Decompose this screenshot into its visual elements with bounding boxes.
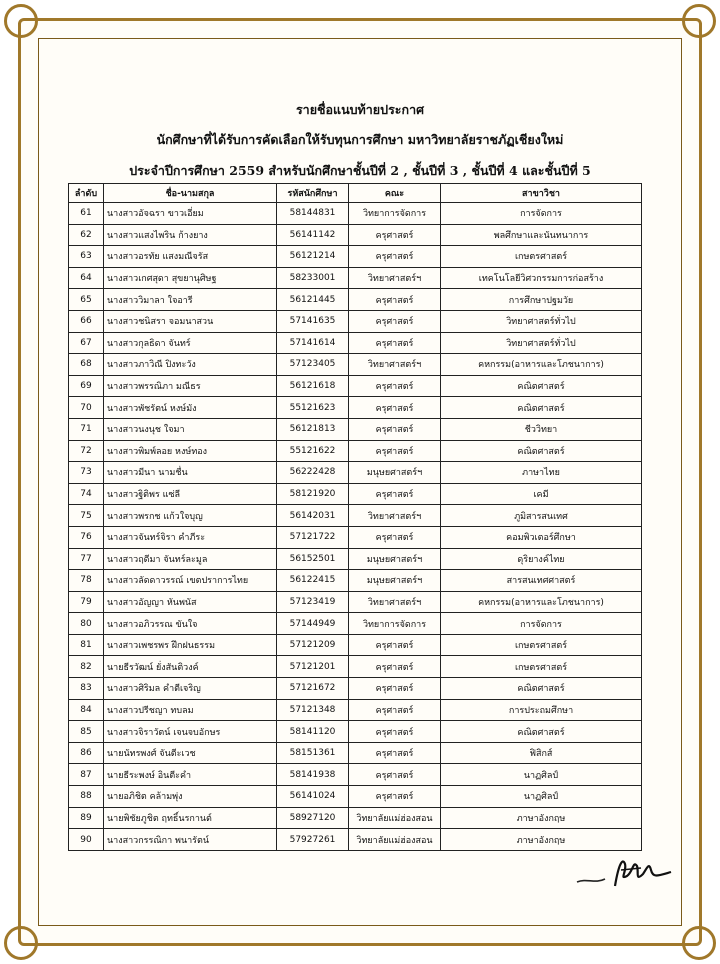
cell-major: เกษตรศาสตร์ (441, 634, 642, 656)
cell-name: นางสาวอัจฉรา ขาวเอี่ยม (104, 203, 277, 225)
cell-no: 81 (69, 634, 104, 656)
cell-no: 83 (69, 678, 104, 700)
cell-student-id: 56152501 (277, 548, 349, 570)
frame-corner-ornament (4, 926, 38, 960)
cell-major: การประถมศึกษา (441, 699, 642, 721)
table-row (69, 764, 642, 786)
cell-faculty: ครุศาสตร์ (349, 721, 441, 743)
cell-name: นางสาววิมาลา ใจอารี (104, 289, 277, 311)
cell-student-id: 57141635 (277, 310, 349, 332)
cell-major: การศึกษาปฐมวัย (441, 289, 642, 311)
cell-major: เกษตรศาสตร์ (441, 246, 642, 268)
cell-name: นางสาวปรีชญา ทบลม (104, 699, 277, 721)
cell-student-id: 57927261 (277, 829, 349, 851)
cell-no: 85 (69, 721, 104, 743)
cell-faculty: มนุษยศาสตร์ฯ (349, 548, 441, 570)
cell-name: นางสาวเพชรพร ฝึกฝนธรรม (104, 634, 277, 656)
cell-no: 88 (69, 786, 104, 808)
table-row (69, 354, 642, 376)
cell-no: 73 (69, 462, 104, 484)
cell-no: 70 (69, 397, 104, 419)
cell-name: นางสาวอัญญา หันพนัส (104, 591, 277, 613)
table-row (69, 548, 642, 570)
column-header-major: สาขาวิชา (441, 184, 642, 203)
cell-major: นาฏศิลป์ (441, 786, 642, 808)
cell-student-id: 56121618 (277, 375, 349, 397)
table-row (69, 203, 642, 225)
cell-faculty: มนุษยศาสตร์ฯ (349, 570, 441, 592)
cell-name: นางสาวฐิติพร แซ่ลี (104, 483, 277, 505)
table-row (69, 570, 642, 592)
cell-student-id: 58141120 (277, 721, 349, 743)
cell-no: 75 (69, 505, 104, 527)
cell-major: ภาษาอังกฤษ (441, 829, 642, 851)
cell-faculty: วิทยาศาสตร์ฯ (349, 505, 441, 527)
cell-student-id: 55121623 (277, 397, 349, 419)
cell-major: คหกรรม(อาหารและโภชนาการ) (441, 354, 642, 376)
cell-no: 76 (69, 526, 104, 548)
cell-name: นางสาวพรกช แก้วใจบุญ (104, 505, 277, 527)
cell-faculty: ครุศาสตร์ (349, 483, 441, 505)
table-row (69, 224, 642, 246)
handwritten-signature (575, 852, 675, 892)
cell-faculty: วิทยาการจัดการ (349, 613, 441, 635)
cell-faculty: ครุศาสตร์ (349, 699, 441, 721)
cell-student-id: 56121214 (277, 246, 349, 268)
cell-student-id: 56142031 (277, 505, 349, 527)
cell-major: พลศึกษาและนันทนาการ (441, 224, 642, 246)
cell-faculty: วิทยาศาสตร์ฯ (349, 354, 441, 376)
cell-faculty: ครุศาสตร์ (349, 742, 441, 764)
cell-student-id: 58927120 (277, 807, 349, 829)
cell-student-id: 58121920 (277, 483, 349, 505)
cell-no: 68 (69, 354, 104, 376)
cell-name: นางสาวมีนา นามชื่น (104, 462, 277, 484)
cell-student-id: 55121622 (277, 440, 349, 462)
cell-major: ภูมิสารสนเทศ (441, 505, 642, 527)
cell-major: วิทยาศาสตร์ทั่วไป (441, 310, 642, 332)
cell-name: นายนัทรพงศ์ จันตีะเวช (104, 742, 277, 764)
cell-major: คณิตศาสตร์ (441, 440, 642, 462)
cell-no: 79 (69, 591, 104, 613)
cell-faculty: วิทยาลัยแม่ฮ่องสอน (349, 807, 441, 829)
cell-major: ฟิสิกส์ (441, 742, 642, 764)
cell-student-id: 57121201 (277, 656, 349, 678)
cell-student-id: 56121445 (277, 289, 349, 311)
table-row (69, 267, 642, 289)
cell-faculty: ครุศาสตร์ (349, 634, 441, 656)
cell-faculty: ครุศาสตร์ (349, 397, 441, 419)
cell-major: ดุริยางค์ไทย (441, 548, 642, 570)
table-row (69, 721, 642, 743)
table-row (69, 483, 642, 505)
cell-major: คอมพิวเตอร์ศึกษา (441, 526, 642, 548)
cell-name: นางสาวอรทัย แสงมณีจรัส (104, 246, 277, 268)
cell-no: 65 (69, 289, 104, 311)
cell-faculty: วิทยาลัยแม่ฮ่องสอน (349, 829, 441, 851)
table-row (69, 246, 642, 268)
cell-no: 80 (69, 613, 104, 635)
cell-name: นางสาวภาวิณี ปิงทะวัง (104, 354, 277, 376)
table-row (69, 829, 642, 851)
document-title: รายชื่อแนบท้ายประกาศ (295, 102, 425, 117)
cell-major: เคมี (441, 483, 642, 505)
cell-student-id: 57123405 (277, 354, 349, 376)
cell-faculty: ครุศาสตร์ (349, 246, 441, 268)
cell-faculty: ครุศาสตร์ (349, 440, 441, 462)
table-row (69, 505, 642, 527)
cell-name: นายธีระพงษ์ อินตีะคำ (104, 764, 277, 786)
table-row (69, 440, 642, 462)
cell-name: นางสาวศิริมล คำตีเจริญ (104, 678, 277, 700)
table-row (69, 678, 642, 700)
cell-major: การจัดการ (441, 203, 642, 225)
cell-no: 63 (69, 246, 104, 268)
column-header-no: ลำดับ (69, 184, 104, 203)
cell-name: นางสาวแสงไพริน ก้างยาง (104, 224, 277, 246)
table-row (69, 591, 642, 613)
cell-student-id: 57121722 (277, 526, 349, 548)
cell-no: 90 (69, 829, 104, 851)
table-body (69, 203, 642, 851)
cell-no: 86 (69, 742, 104, 764)
cell-faculty: วิทยาศาสตร์ฯ (349, 591, 441, 613)
cell-major: เทคโนโลยีวิศวกรรมการก่อสร้าง (441, 267, 642, 289)
cell-major: การจัดการ (441, 613, 642, 635)
cell-major: คหกรรม(อาหารและโภชนาการ) (441, 591, 642, 613)
cell-name: นางสาวลัดดาวรรณ์ เขตปราการไทย (104, 570, 277, 592)
cell-student-id: 57121348 (277, 699, 349, 721)
cell-major: สารสนเทศศาสตร์ (441, 570, 642, 592)
cell-major: คณิตศาสตร์ (441, 375, 642, 397)
cell-no: 77 (69, 548, 104, 570)
cell-no: 64 (69, 267, 104, 289)
table-row (69, 310, 642, 332)
scholarship-table (68, 183, 642, 851)
cell-name: นายอภิชิต คล้ามพุ่ง (104, 786, 277, 808)
cell-major: คณิตศาสตร์ (441, 721, 642, 743)
cell-major: เกษตรศาสตร์ (441, 656, 642, 678)
table-row (69, 397, 642, 419)
cell-student-id: 58233001 (277, 267, 349, 289)
table-row (69, 656, 642, 678)
table-row (69, 699, 642, 721)
cell-no: 89 (69, 807, 104, 829)
cell-faculty: ครุศาสตร์ (349, 764, 441, 786)
cell-no: 72 (69, 440, 104, 462)
cell-name: นางสาวพรรณิภา มณีธร (104, 375, 277, 397)
cell-name: นางสาวพิมพ์ลอย หงษ์ทอง (104, 440, 277, 462)
cell-student-id: 56121813 (277, 418, 349, 440)
cell-student-id: 57121209 (277, 634, 349, 656)
frame-corner-ornament (682, 4, 716, 38)
cell-major: คณิตศาสตร์ (441, 678, 642, 700)
cell-faculty: ครุศาสตร์ (349, 310, 441, 332)
table-row (69, 526, 642, 548)
cell-student-id: 57144949 (277, 613, 349, 635)
table-row (69, 462, 642, 484)
cell-faculty: วิทยาศาสตร์ฯ (349, 267, 441, 289)
column-header-student-id: รหัสนักศึกษา (277, 184, 349, 203)
cell-name: นางสาวจันทร์จิรา คำภีระ (104, 526, 277, 548)
cell-faculty: ครุศาสตร์ (349, 786, 441, 808)
cell-major: คณิตศาสตร์ (441, 397, 642, 419)
table-row (69, 742, 642, 764)
cell-name: นายธีรวัฒน์ ยั่งสันติวงค์ (104, 656, 277, 678)
document-subtitle: นักศึกษาที่ได้รับการคัดเลือกให้รับทุนการศึกษา มหาวิทยาลัยราชภัฏเชียงใหม่ (156, 132, 564, 147)
cell-student-id: 56222428 (277, 462, 349, 484)
cell-name: นางสาวอภิวรรณ ขันใจ (104, 613, 277, 635)
cell-major: ภาษาไทย (441, 462, 642, 484)
cell-name: นางสาวนงนุช ใจมา (104, 418, 277, 440)
cell-student-id: 58141938 (277, 764, 349, 786)
cell-faculty: มนุษยศาสตร์ฯ (349, 462, 441, 484)
cell-name: นางสาวกรรณิกา พนารัตน์ (104, 829, 277, 851)
cell-no: 78 (69, 570, 104, 592)
cell-student-id: 56122415 (277, 570, 349, 592)
cell-major: วิทยาศาสตร์ทั่วไป (441, 332, 642, 354)
cell-no: 67 (69, 332, 104, 354)
cell-no: 82 (69, 656, 104, 678)
cell-major: ชีววิทยา (441, 418, 642, 440)
cell-faculty: วิทยาการจัดการ (349, 203, 441, 225)
document-subtitle-year: ประจำปีการศึกษา 2559 สำหรับนักศึกษาชั้นปีที่ 2 , ชั้นปีที่ 3 , ชั้นปีที่ 4 และชั้นปีที่ 5 (129, 163, 591, 178)
cell-student-id: 57121672 (277, 678, 349, 700)
column-header-faculty: คณะ (349, 184, 441, 203)
cell-no: 71 (69, 418, 104, 440)
cell-name: นางสาวจิราวัตน์ เจนจบอักษร (104, 721, 277, 743)
table-header-row (69, 184, 642, 203)
cell-faculty: ครุศาสตร์ (349, 289, 441, 311)
cell-no: 62 (69, 224, 104, 246)
table-row (69, 289, 642, 311)
cell-faculty: ครุศาสตร์ (349, 526, 441, 548)
cell-faculty: ครุศาสตร์ (349, 656, 441, 678)
cell-faculty: ครุศาสตร์ (349, 678, 441, 700)
cell-major: นาฏศิลป์ (441, 764, 642, 786)
table-row (69, 332, 642, 354)
table-row (69, 375, 642, 397)
cell-name: นางสาวพัชรัตน์ หงษ์มัง (104, 397, 277, 419)
cell-major: ภาษาอังกฤษ (441, 807, 642, 829)
cell-student-id: 58144831 (277, 203, 349, 225)
cell-student-id: 57141614 (277, 332, 349, 354)
cell-student-id: 58151361 (277, 742, 349, 764)
cell-name: นางสาวชนิสรา จอมนาสวน (104, 310, 277, 332)
table-row (69, 634, 642, 656)
cell-no: 74 (69, 483, 104, 505)
table-row (69, 807, 642, 829)
table-row (69, 418, 642, 440)
cell-student-id: 56141024 (277, 786, 349, 808)
cell-no: 66 (69, 310, 104, 332)
table-row (69, 786, 642, 808)
cell-name: นายพิชัยภูชิต ฤทธิ์นรกานต์ (104, 807, 277, 829)
cell-faculty: ครุศาสตร์ (349, 418, 441, 440)
cell-no: 61 (69, 203, 104, 225)
frame-corner-ornament (682, 926, 716, 960)
column-header-name: ชื่อ-นามสกุล (104, 184, 277, 203)
cell-student-id: 57123419 (277, 591, 349, 613)
cell-no: 69 (69, 375, 104, 397)
cell-no: 84 (69, 699, 104, 721)
cell-name: นางสาวฤดีมา จันทร์ละมูล (104, 548, 277, 570)
cell-name: นางสาวกุลธิดา จันทร์ (104, 332, 277, 354)
frame-corner-ornament (4, 4, 38, 38)
table-row (69, 613, 642, 635)
cell-faculty: ครุศาสตร์ (349, 332, 441, 354)
cell-faculty: ครุศาสตร์ (349, 375, 441, 397)
cell-name: นางสาวเกศสุดา สุขยานุศิษฐ (104, 267, 277, 289)
cell-faculty: ครุศาสตร์ (349, 224, 441, 246)
cell-student-id: 56141142 (277, 224, 349, 246)
cell-no: 87 (69, 764, 104, 786)
